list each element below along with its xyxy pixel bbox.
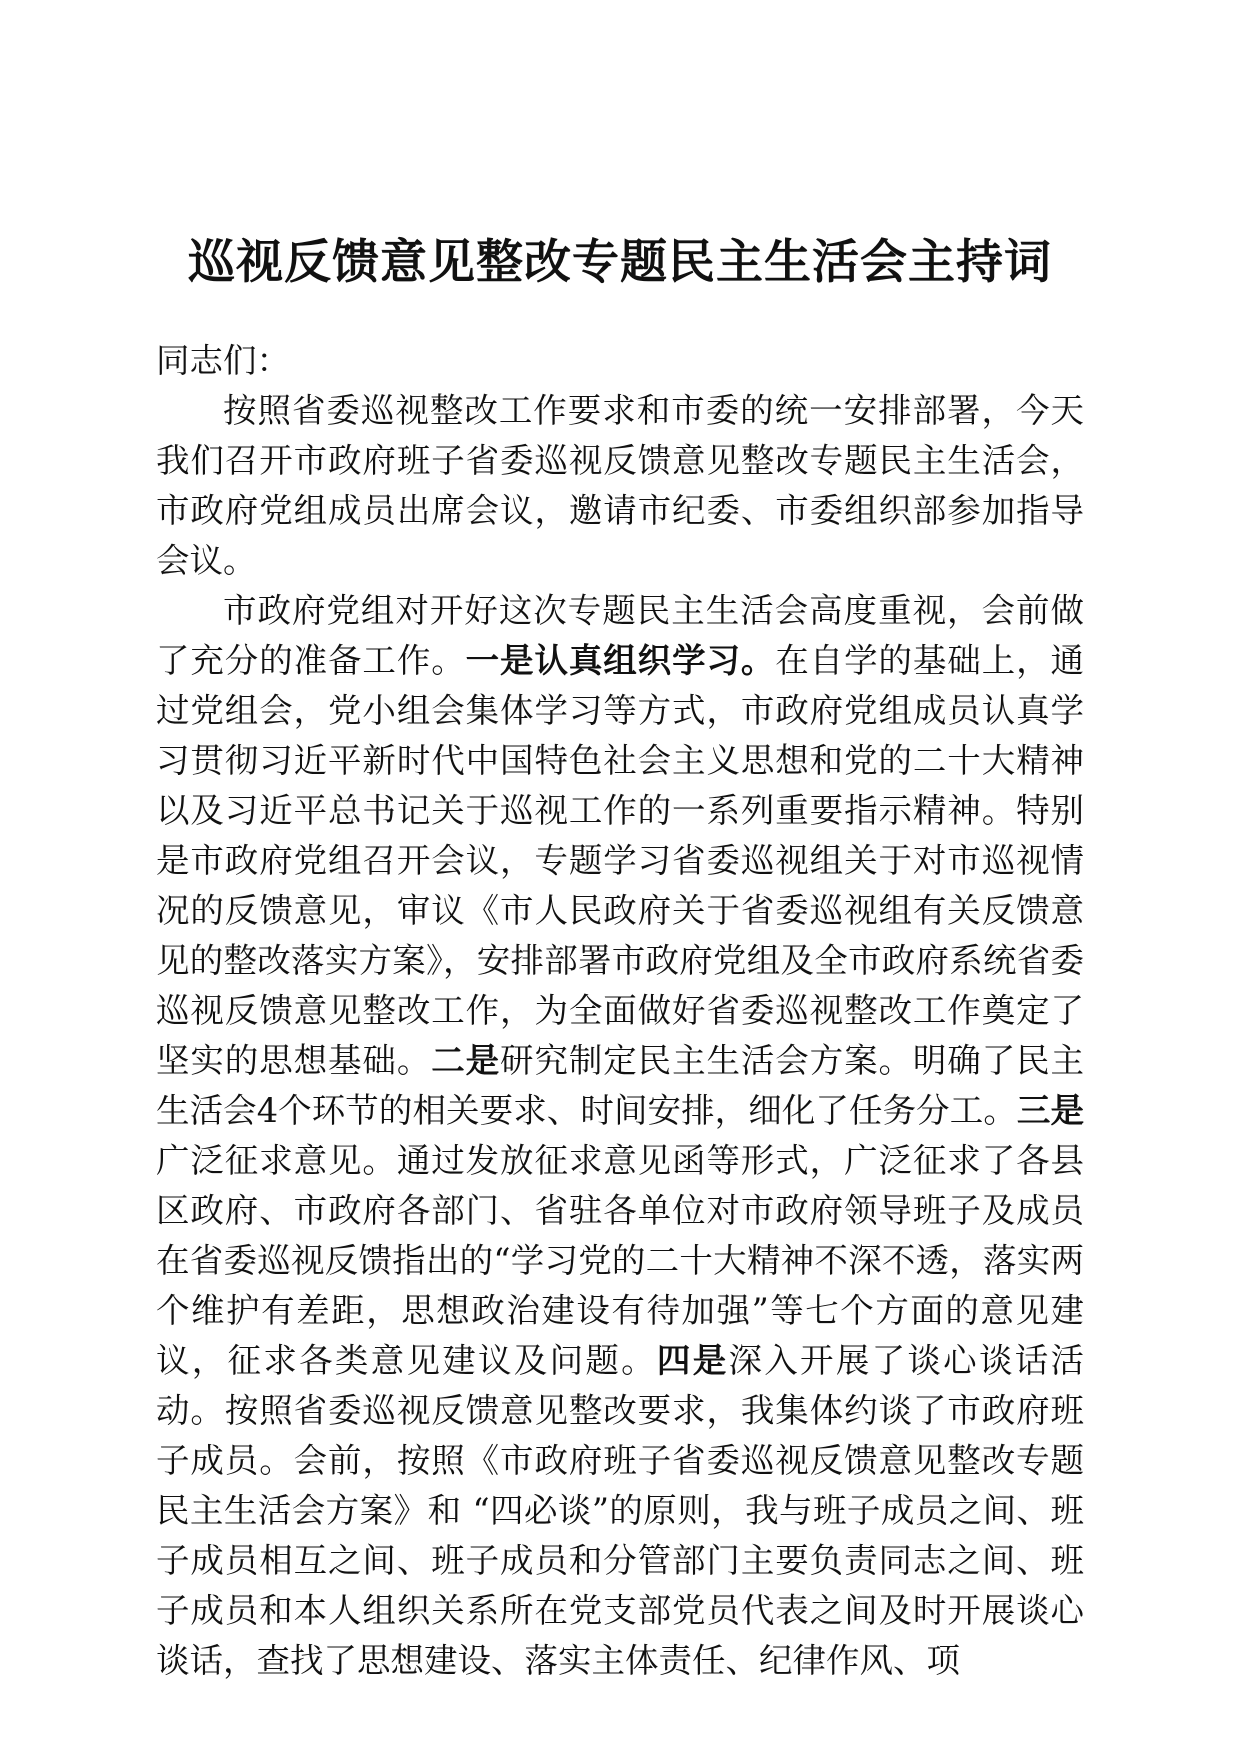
salutation: 同志们： xyxy=(156,341,290,380)
point-1-label: 一是认真组织学习。 xyxy=(465,641,776,680)
point-1-text: 在自学的基础上，通过党组会，党小组会集体学习等方式，市政府党组成员认真学习贯彻习近平新时代中国特色社会主义思想和党的二十大精神以及习近平总书记关于巡视工作的一系列重要指示精神。特别是市政府党组召开会议，专题学习省委巡视组关于对市巡视情况的反馈意见，审议《市人民政府关于省委巡视组有关反馈意见的整改落实方案》，安排部署市政府党组及全市政府系统省委巡视反馈意见整改工作，为全面做好省委巡视整改工作奠定了坚实的思想基础。 xyxy=(156,641,1085,1080)
point-4-label: 四是 xyxy=(656,1341,729,1380)
document-body xyxy=(156,336,1084,1686)
paragraph-1: 按照省委巡视整改工作要求和市委的统一安排部署，今天我们召开市政府班子省委巡视反馈意见整改专题民主生活会，市政府党组成员出席会议，邀请市纪委、市委组织部参加指导会议。 xyxy=(156,391,1084,580)
point-2-label: 二是 xyxy=(431,1041,501,1080)
paragraph-2 xyxy=(156,586,1084,1686)
point-4-text: 深入开展了谈心谈话活动。按照省委巡视反馈意见整改要求，我集体约谈了市政府班子成员。会前，按照《市政府班子省委巡视反馈意见整改专题民主生活会方案》和 “四必谈”的原则，我与班子成员之间、班子成员相互之间、班子成员和分管部门主要负责同志之间、班子成员和本人组织关系所在党支部党员代表之间及时开展谈心谈话，查找了思想建设、落实主体责任、纪律作风、项 xyxy=(156,1341,1085,1680)
document-title: 巡视反馈意见整改专题民主生活会主持词 xyxy=(188,235,1052,290)
point-2-text: 研究制定民主生活会方案。明确了民主生活会4个环节的相关要求、时间安排，细化了任务分工。 xyxy=(156,1041,1085,1130)
point-3-label: 三是 xyxy=(1016,1091,1084,1130)
point-3-text: 广泛征求意见。通过发放征求意见函等形式，广泛征求了各县区政府、市政府各部门、省驻各单位对市政府领导班子及成员在省委巡视反馈指出的“学习党的二十大精神不深不透，落实两个维护有差距，思想政治建设有待加强”等七个方面的意见建议，征求各类意见建议及问题。 xyxy=(156,1141,1084,1380)
paragraph-2-intro: 市政府党组对开好这次专题民主生活会高度重视，会前做了充分的准备工作。 xyxy=(156,591,1084,680)
